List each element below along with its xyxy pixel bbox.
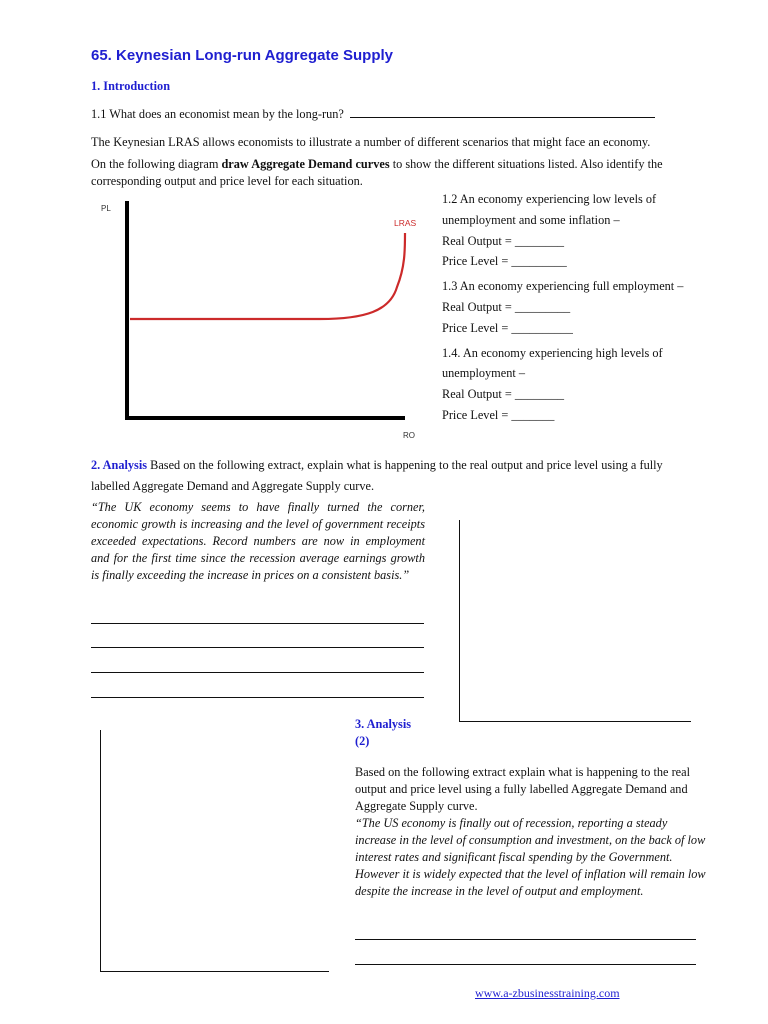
section3-heading bbox=[355, 716, 411, 750]
footer-link[interactable] bbox=[475, 984, 620, 1002]
instructions-post: to show the different situations listed. Also identify the corresponding output and price level for each situation. bbox=[91, 157, 663, 188]
scenario-1-2-price-level[interactable]: Price Level = _________ bbox=[442, 254, 567, 269]
intro-text: The Keynesian LRAS allows economists to illustrate a number of different scenarios that might face an economy. bbox=[91, 135, 651, 149]
scenario-1-4-line1: 1.4. An economy experiencing high levels of bbox=[442, 345, 663, 360]
x-axis-label: RO bbox=[403, 431, 415, 440]
answer-line[interactable] bbox=[350, 117, 655, 118]
page-title: 65. Keynesian Long-run Aggregate Supply bbox=[91, 47, 393, 64]
section2-quote: “The UK economy seems to have finally turned the corner, economic growth is increasing and the level of government receipts exceeded expectations. Record numbers are now in employment and for the first time since the recession average earnings growth is finally exceeding the increase in prices on a consistent basis.” bbox=[91, 500, 425, 582]
section1-heading: 1. Introduction bbox=[91, 79, 171, 93]
lras-label: LRAS bbox=[394, 218, 417, 228]
diagram-instructions bbox=[91, 156, 703, 190]
instructions-pre: On the following diagram bbox=[91, 157, 222, 171]
drawing-area-2-x-axis[interactable] bbox=[459, 721, 691, 722]
lras-chart[interactable] bbox=[90, 195, 430, 445]
section3-text: Based on the following extract explain what is happening to the real output and price level using a fully labelled Aggregate Demand and Aggregate Supply curve. bbox=[355, 765, 690, 813]
drawing-area-3-y-axis[interactable] bbox=[100, 730, 101, 972]
scenario-1-4-price-level[interactable]: Price Level = _______ bbox=[442, 407, 555, 422]
section2-prompt bbox=[91, 455, 711, 497]
scenario-1-2-line1: 1.2 An economy experiencing low levels of bbox=[442, 192, 657, 206]
answer-line-2a[interactable] bbox=[91, 623, 424, 624]
section2-text-line1: Based on the following extract, explain what is happening to the real output and price level using a fully bbox=[147, 458, 663, 472]
section3-heading-line2: (2) bbox=[355, 734, 370, 748]
section2-heading: 2. Analysis bbox=[91, 458, 148, 472]
answer-line-2b[interactable] bbox=[91, 647, 424, 648]
drawing-area-2-y-axis[interactable] bbox=[459, 520, 460, 722]
section3-heading-line1: 3. Analysis bbox=[355, 717, 412, 731]
answer-line-2d[interactable] bbox=[91, 697, 424, 698]
scenario-1-3-price-level[interactable]: Price Level = __________ bbox=[442, 320, 573, 335]
instructions-bold: draw Aggregate Demand curves bbox=[221, 157, 390, 171]
answer-line-3b[interactable] bbox=[355, 964, 696, 965]
footer-link-text[interactable]: www.a-zbusinesstraining.com bbox=[475, 986, 620, 1000]
section2-text-line2: labelled Aggregate Demand and Aggregate Supply curve. bbox=[91, 479, 375, 493]
scenario-1-4-line2: unemployment – bbox=[442, 366, 525, 381]
question-1-1 bbox=[91, 106, 671, 123]
section3-quote: “The US economy is finally out of recession, reporting a steady increase in the level of consumption and investment, on the back of low interest rates and significant fiscal spending by the Government. However it is widely expected that the level of inflation will remain low despite the increase in the level of output and employment. bbox=[355, 816, 706, 898]
scenario-1-2-line2: unemployment and some inflation – bbox=[442, 212, 620, 227]
answer-line-2c[interactable] bbox=[91, 672, 424, 673]
drawing-area-3-x-axis[interactable] bbox=[100, 971, 329, 972]
scenario-1-4-real-output[interactable]: Real Output = ________ bbox=[442, 387, 565, 402]
scenario-1-3-real-output[interactable]: Real Output = _________ bbox=[442, 299, 571, 314]
lras-curve bbox=[130, 233, 405, 319]
scenario-1-2-real-output[interactable]: Real Output = ________ bbox=[442, 233, 565, 248]
y-axis-label: PL bbox=[101, 204, 111, 213]
scenario-list bbox=[442, 189, 742, 426]
question-1-1-text: 1.1 What does an economist mean by the long-run? bbox=[91, 107, 344, 121]
scenario-1-3-line1: 1.3 An economy experiencing full employment – bbox=[442, 279, 684, 294]
answer-line-3a[interactable] bbox=[355, 939, 696, 940]
